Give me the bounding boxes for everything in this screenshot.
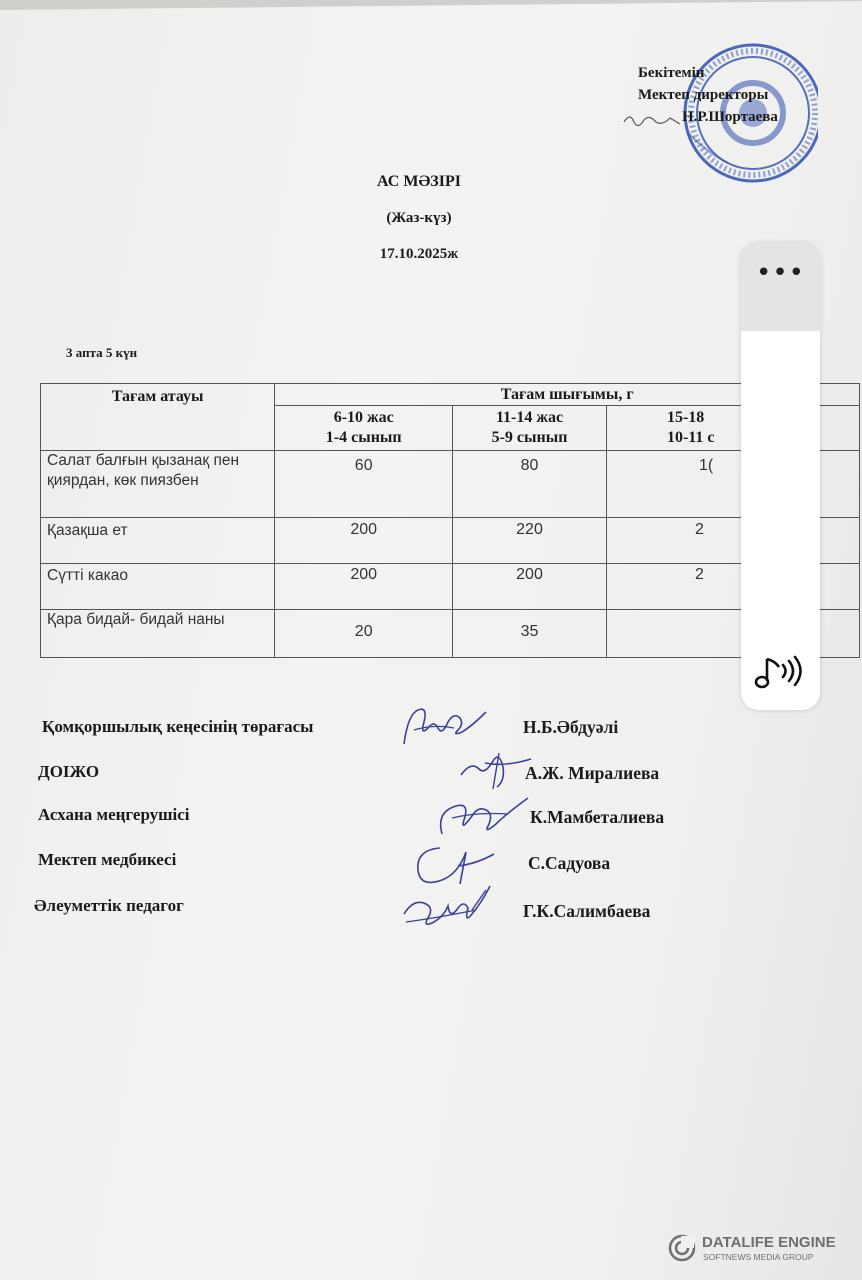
widget-header[interactable] [741,243,820,331]
portion-cell: 2 [606,518,859,564]
approval-line-3: Н.Р.Шортаева [682,109,778,125]
portion-cell: 1( [606,451,859,518]
age-label: 11-14 жас [495,409,564,426]
audio-note-icon[interactable] [753,647,805,695]
signature-2 [455,745,535,793]
signatory-name: Н.Б.Әбдуәлі [523,717,619,737]
dish-name: Салат балғын қызанақ пен қиярдан, көк пиязбен [41,451,275,518]
portion-cell: 200 [453,564,607,610]
table-row [41,610,860,658]
portion-cell: 60 [275,451,453,518]
dish-name: Қазақша ет [41,518,275,564]
header-age-group-1 [275,406,453,451]
signatory-name: А.Ж. Миралиева [525,763,660,783]
portion-cell: 20 [275,610,453,658]
menu-title: АС МӘЗІРІ [377,173,461,190]
signatory-name: Г.К.Салимбаева [523,901,651,921]
signatory-role: Мектеп медбикесі [38,850,177,869]
week-day-label: 3 апта 5 күн [66,345,138,360]
header-age-group-2 [453,406,607,451]
signature-5 [398,880,498,938]
table-row [41,564,860,610]
age-label: 15-18 [666,409,705,426]
grade-label: 5-9 сынып [491,429,568,446]
more-dots-icon[interactable]: ••• [755,258,805,288]
portion-cell: 220 [453,518,607,564]
signatory-name: С.Садуова [528,853,611,873]
signature-3 [432,790,532,842]
floating-media-widget[interactable] [741,243,820,710]
header-dish-name: Тағам атауы [41,384,275,451]
grade-label: 10-11 с [666,429,715,446]
menu-date: 17.10.2025ж [379,246,459,262]
portion-cell [606,610,859,658]
approval-line-1: Бекітемін [638,65,705,81]
portion-cell: 2 [606,564,859,610]
dish-name: Қара бидай- бидай наны [41,610,275,658]
table-row [41,451,860,518]
watermark-sub-text: SOFTNEWS MEDIA GROUP [703,1252,814,1262]
portion-cell: 35 [453,610,607,658]
menu-table [40,383,860,658]
portion-cell: 80 [453,451,607,518]
dish-name: Сүтті какао [41,564,275,610]
signatory-role: Қомқоршылық кеңесінің төрағасы [42,717,314,736]
director-signature [622,108,692,130]
signatory-role: Әлеуметтік педагог [34,896,184,915]
approval-line-2: Мектеп директоры [638,87,769,103]
signatory-role: Асхана меңгерушісі [38,805,190,824]
table-row [41,518,860,564]
header-output: Тағам шығымы, г [275,384,860,406]
portion-cell: 200 [275,518,453,564]
age-label: 6-10 жас [333,409,394,426]
signatory-role: ДОІЖО [38,762,100,781]
signatory-name: К.Мамбеталиева [530,807,665,827]
grade-label: 1-4 сынып [325,429,402,446]
menu-season: (Жаз-күз) [386,210,452,226]
header-age-group-3 [606,406,859,451]
watermark-main-text: DATALIFE ENGINE [702,1234,836,1251]
datalife-logo-icon [668,1234,696,1262]
portion-cell: 200 [275,564,453,610]
